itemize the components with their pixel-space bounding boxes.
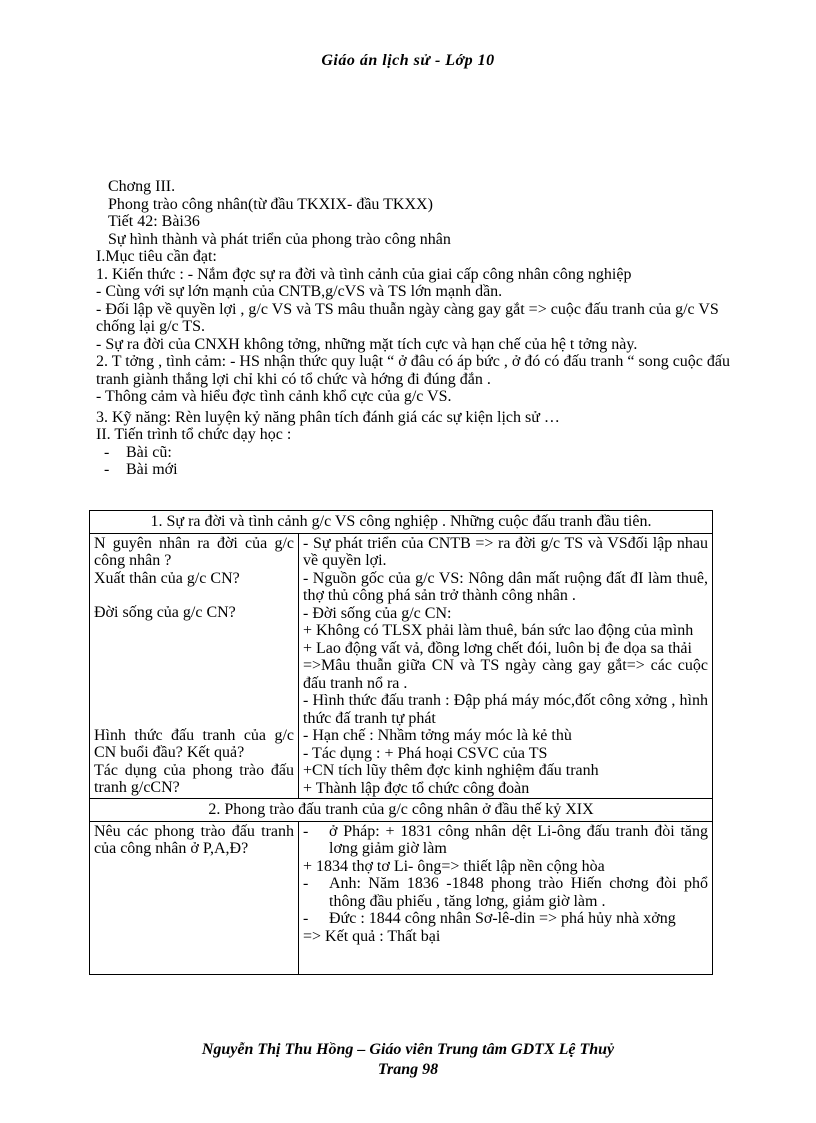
ideology-point: - Thông cảm và hiểu đợc tình cảnh khổ cực của g/c VS. bbox=[96, 388, 452, 405]
answer: + Lao động vất vả, đồng lơng chết đói, luôn bị đe dọa sa thải bbox=[303, 639, 692, 657]
question: Nêu các phong trào đấu tranh của công nhân ở P,A,Đ? bbox=[94, 822, 294, 857]
answer: + 1834 thợ tơ Li- ông=> thiết lập nền cộng hòa bbox=[303, 857, 605, 875]
answer bbox=[303, 823, 708, 858]
knowledge-point: - Sự ra đời của CNXH không tởng, những mặt tích cực và hạn chế của hệ t tởng này. bbox=[96, 335, 638, 353]
question: Đời sống của g/c CN? bbox=[94, 604, 236, 621]
lesson-intro bbox=[96, 178, 746, 479]
section-1-title: 1. Sự ra đời và tình cảnh g/c VS công nghiệp . Những cuộc đấu tranh đầu tiên. bbox=[90, 511, 713, 534]
footer-author: Nguyễn Thị Thu Hồng – Giáo viên Trung tâm GDTX Lệ Thuỷ bbox=[201, 1041, 615, 1058]
section-2-header-row bbox=[90, 799, 713, 822]
answer: +CN tích lũy thêm đợc kinh nghiệm đấu tranh bbox=[303, 762, 599, 779]
new-lesson-label: Bài mới bbox=[126, 461, 178, 478]
knowledge-point: - Đối lập về quyền lợi , g/c VS và TS mâu thuẫn ngày càng gay gắt => cuộc đấu tranh của g/c VS chống lại g/c TS. bbox=[96, 300, 719, 335]
knowledge-point: - Cùng với sự lớn mạnh của CNTB,g/cVS và TS lớn mạnh dần. bbox=[96, 283, 503, 300]
answer: - Đời sống của g/c CN: bbox=[303, 604, 452, 622]
page-number: Trang 98 bbox=[377, 1061, 439, 1078]
section-2-title: 2. Phong trào đấu tranh của g/c công nhân ở đầu thế kỷ XIX bbox=[90, 799, 713, 822]
question: Hình thức đấu tranh của g/c CN buổi đầu? Kết quả? bbox=[94, 726, 294, 761]
skills-objective: 3. Kỹ năng: Rèn luyện kỷ năng phân tích đánh giá các sự kiện lịch sử … bbox=[96, 408, 560, 426]
answer: - Hình thức đấu tranh : Đập phá máy móc,đốt công xởng , hình thức đấ tranh tự phát bbox=[303, 692, 708, 727]
answer: - Tác dụng : + Phá hoại CSVC của TS bbox=[303, 744, 548, 762]
lesson-number: Tiết 42: Bài36 bbox=[108, 213, 200, 230]
old-lesson-item bbox=[96, 444, 746, 462]
topic-title: Phong trào công nhân(từ đầu TKXIX- đầu TKXX) bbox=[108, 195, 433, 213]
section-2-row bbox=[90, 821, 713, 974]
chapter-title: Chơng III. bbox=[108, 178, 176, 195]
knowledge-objective: 1. Kiến thức : - Nắm đợc sự ra đời và tình cảnh của giai cấp công nhân công nghiệp bbox=[96, 265, 632, 283]
lesson-table bbox=[89, 510, 713, 975]
section-2-answers bbox=[299, 821, 713, 974]
answer: + Không có TLSX phải làm thuê, bán sức lao động của mình bbox=[303, 622, 694, 639]
answer-text: Anh: Năm 1836 -1848 phong trào Hiến chơng đòi phổ thông đầu phiếu , tăng lơng, giảm giờ làm . bbox=[329, 875, 708, 910]
page-header: Giáo án lịch sử - Lớp 10 bbox=[321, 52, 495, 69]
objectives-heading: I.Mục tiêu cần đạt: bbox=[96, 248, 217, 265]
lesson-title: Sự hình thành và phát triển của phong trào công nhân bbox=[108, 230, 451, 248]
section-1-questions bbox=[90, 533, 299, 799]
question: N guyên nhân ra đời của g/c công nhân ? bbox=[94, 534, 294, 569]
ideology-objective: 2. T tởng , tình cảm: - HS nhận thức quy luật “ ở đâu có áp bức , ở đó có đấu tranh “ song cuộc đấu tranh giành thắng lợi chỉ khi có tổ chức và hớng đi đúng đắn . bbox=[96, 353, 730, 388]
answer: - Hạn chế : Nhầm tởng máy móc là kẻ thù bbox=[303, 727, 572, 744]
page-footer bbox=[0, 1040, 816, 1080]
section-1-answers bbox=[299, 533, 713, 799]
new-lesson-item bbox=[96, 461, 746, 479]
answer: =>Mâu thuẫn giữa CN và TS ngày càng gay gắt=> các cuộc đấu tranh nổ ra . bbox=[303, 657, 708, 692]
answer-text: Đức : 1844 công nhân Sơ-lê-din => phá hủy nhà xởng bbox=[329, 910, 676, 927]
process-heading: II. Tiến trình tổ chức dạy học : bbox=[96, 426, 292, 443]
dash: - bbox=[104, 461, 110, 478]
answer bbox=[303, 910, 708, 928]
dash: - bbox=[104, 443, 110, 461]
answer bbox=[303, 875, 708, 910]
dash: - bbox=[303, 910, 309, 927]
answer: + Thành lập đợc tổ chức công đoàn bbox=[303, 779, 530, 797]
answer: - Sự phát triển của CNTB => ra đời g/c TS và VSđối lập nhau về quyền lợi. bbox=[303, 534, 708, 569]
section-2-question bbox=[90, 821, 299, 974]
section-1-row bbox=[90, 533, 713, 799]
answer-text: ở Pháp: + 1831 công nhân dệt Li-ông đấu tranh đòi tăng lơng giảm giờ làm bbox=[329, 822, 708, 857]
dash: - bbox=[303, 822, 309, 840]
section-1-header-row bbox=[90, 511, 713, 534]
answer: => Kết quả : Thất bại bbox=[303, 927, 441, 945]
answer: - Nguồn gốc của g/c VS: Nông dân mất ruộng đất đI làm thuê, thợ thủ công phá sản trở thành công nhân . bbox=[303, 569, 708, 604]
question: Xuất thân của g/c CN? bbox=[94, 569, 240, 587]
question: Tác dụng của phong trào đấu tranh g/cCN? bbox=[94, 761, 294, 796]
dash: - bbox=[303, 875, 309, 892]
old-lesson-label: Bài cũ: bbox=[126, 443, 172, 461]
